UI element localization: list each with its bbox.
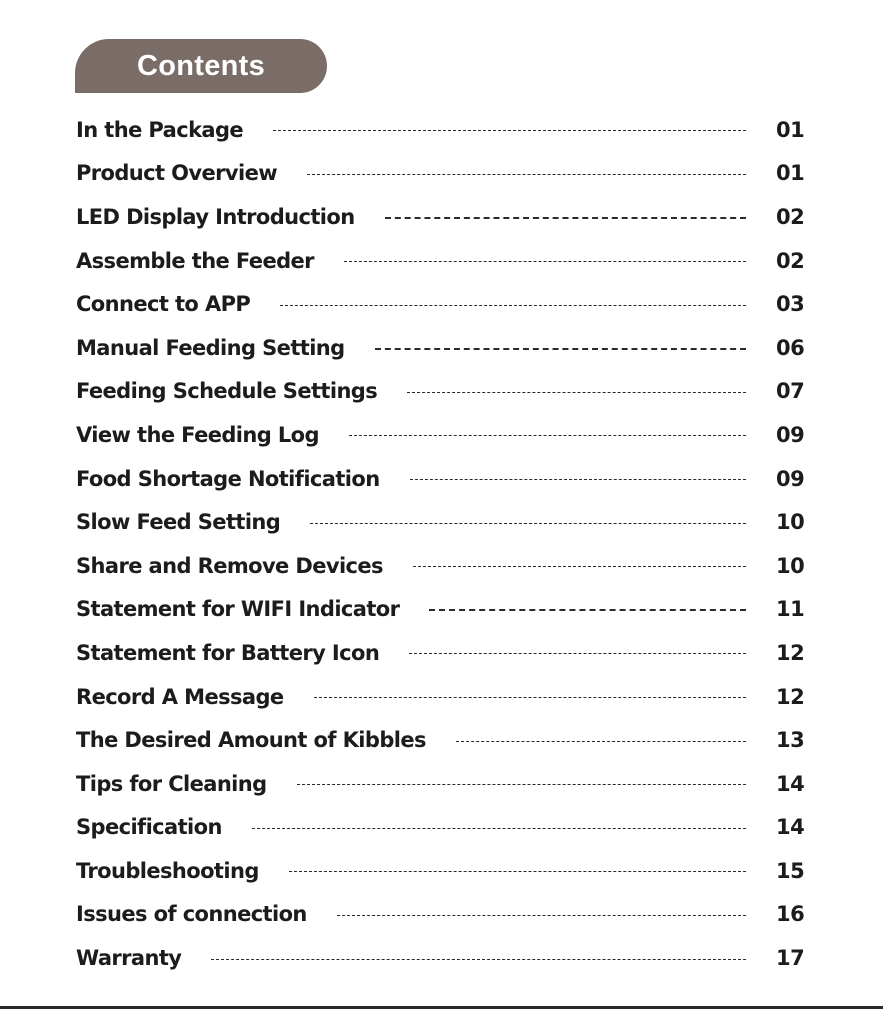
toc-entry[interactable]: [76, 326, 806, 370]
toc-dot-leader: [349, 435, 746, 436]
toc-entry-title: In the Package: [76, 117, 244, 142]
toc-entry-page: 10: [776, 510, 805, 535]
toc-entry[interactable]: [76, 806, 806, 850]
toc-entry[interactable]: [76, 762, 806, 806]
toc-entry-title: Product Overview: [76, 161, 278, 186]
toc-dot-leader: [456, 741, 746, 742]
toc-entry[interactable]: [76, 718, 806, 762]
toc-entry[interactable]: [76, 282, 806, 326]
table-of-contents: [76, 108, 806, 980]
toc-entry-page: 10: [776, 553, 805, 578]
toc-entry-page: 01: [776, 161, 805, 186]
toc-entry-title: Warranty: [76, 946, 182, 971]
toc-entry-page: 11: [776, 597, 805, 622]
contents-heading-pill: [75, 39, 327, 93]
toc-dot-leader: [409, 653, 746, 654]
contents-heading: Contents: [136, 49, 266, 82]
toc-entry-title: Slow Feed Setting: [76, 510, 281, 535]
toc-entry-title: Troubleshooting: [76, 858, 259, 883]
toc-entry[interactable]: [76, 500, 806, 544]
toc-entry-page: 03: [776, 292, 805, 317]
toc-dot-leader: [429, 609, 746, 611]
toc-entry[interactable]: [76, 675, 806, 719]
toc-entry[interactable]: [76, 893, 806, 937]
toc-entry-page: 14: [776, 771, 805, 796]
toc-dot-leader: [344, 261, 746, 262]
toc-entry[interactable]: [76, 544, 806, 588]
toc-dot-leader: [307, 174, 746, 175]
toc-entry[interactable]: [76, 239, 806, 283]
toc-entry-page: 06: [776, 335, 805, 360]
toc-entry[interactable]: [76, 849, 806, 893]
toc-entry[interactable]: [76, 457, 806, 501]
toc-dot-leader: [252, 828, 746, 829]
toc-entry-page: 12: [776, 640, 805, 665]
toc-entry-title: Manual Feeding Setting: [76, 335, 345, 360]
toc-entry-title: Issues of connection: [76, 902, 307, 927]
toc-dot-leader: [413, 566, 746, 567]
toc-entry[interactable]: [76, 370, 806, 414]
toc-dot-leader: [280, 305, 746, 306]
toc-entry-title: Assemble the Feeder: [76, 248, 314, 273]
toc-dot-leader: [337, 915, 746, 916]
toc-entry[interactable]: [76, 108, 806, 152]
toc-dot-leader: [314, 697, 746, 698]
toc-entry-page: 16: [776, 902, 805, 927]
toc-entry[interactable]: [76, 195, 806, 239]
toc-dot-leader: [385, 217, 746, 219]
toc-entry-title: Share and Remove Devices: [76, 553, 383, 578]
toc-entry-page: 09: [776, 422, 805, 447]
toc-entry-title: Tips for Cleaning: [76, 771, 267, 796]
toc-entry-title: Food Shortage Notification: [76, 466, 380, 491]
toc-entry[interactable]: [76, 936, 806, 980]
toc-entry-page: 14: [776, 815, 805, 840]
toc-entry-page: 02: [776, 248, 805, 273]
toc-dot-leader: [211, 959, 746, 960]
toc-entry-page: 01: [776, 117, 805, 142]
toc-dot-leader: [273, 130, 746, 131]
toc-dot-leader: [297, 784, 746, 785]
toc-entry-title: Connect to APP: [76, 292, 251, 317]
toc-entry-page: 17: [776, 946, 805, 971]
toc-entry-page: 02: [776, 204, 805, 229]
toc-entry-title: Record A Message: [76, 684, 284, 709]
toc-entry-page: 07: [776, 379, 805, 404]
toc-dot-leader: [310, 523, 746, 524]
toc-dot-leader: [289, 871, 746, 872]
toc-entry[interactable]: [76, 152, 806, 196]
toc-entry[interactable]: [76, 413, 806, 457]
toc-entry-title: LED Display Introduction: [76, 204, 355, 229]
toc-entry[interactable]: [76, 631, 806, 675]
toc-entry-title: View the Feeding Log: [76, 422, 319, 447]
toc-entry-page: 09: [776, 466, 805, 491]
toc-entry-title: Specification: [76, 815, 222, 840]
toc-dot-leader: [375, 348, 746, 350]
toc-entry-title: Statement for WIFI Indicator: [76, 597, 400, 622]
toc-entry-page: 15: [776, 858, 805, 883]
toc-entry-page: 12: [776, 684, 805, 709]
toc-dot-leader: [407, 392, 746, 393]
toc-entry-page: 13: [776, 728, 805, 753]
toc-entry-title: Statement for Battery Icon: [76, 640, 380, 665]
toc-entry-title: The Desired Amount of Kibbles: [76, 728, 426, 753]
toc-entry[interactable]: [76, 588, 806, 632]
toc-entry-title: Feeding Schedule Settings: [76, 379, 378, 404]
toc-dot-leader: [410, 479, 746, 480]
